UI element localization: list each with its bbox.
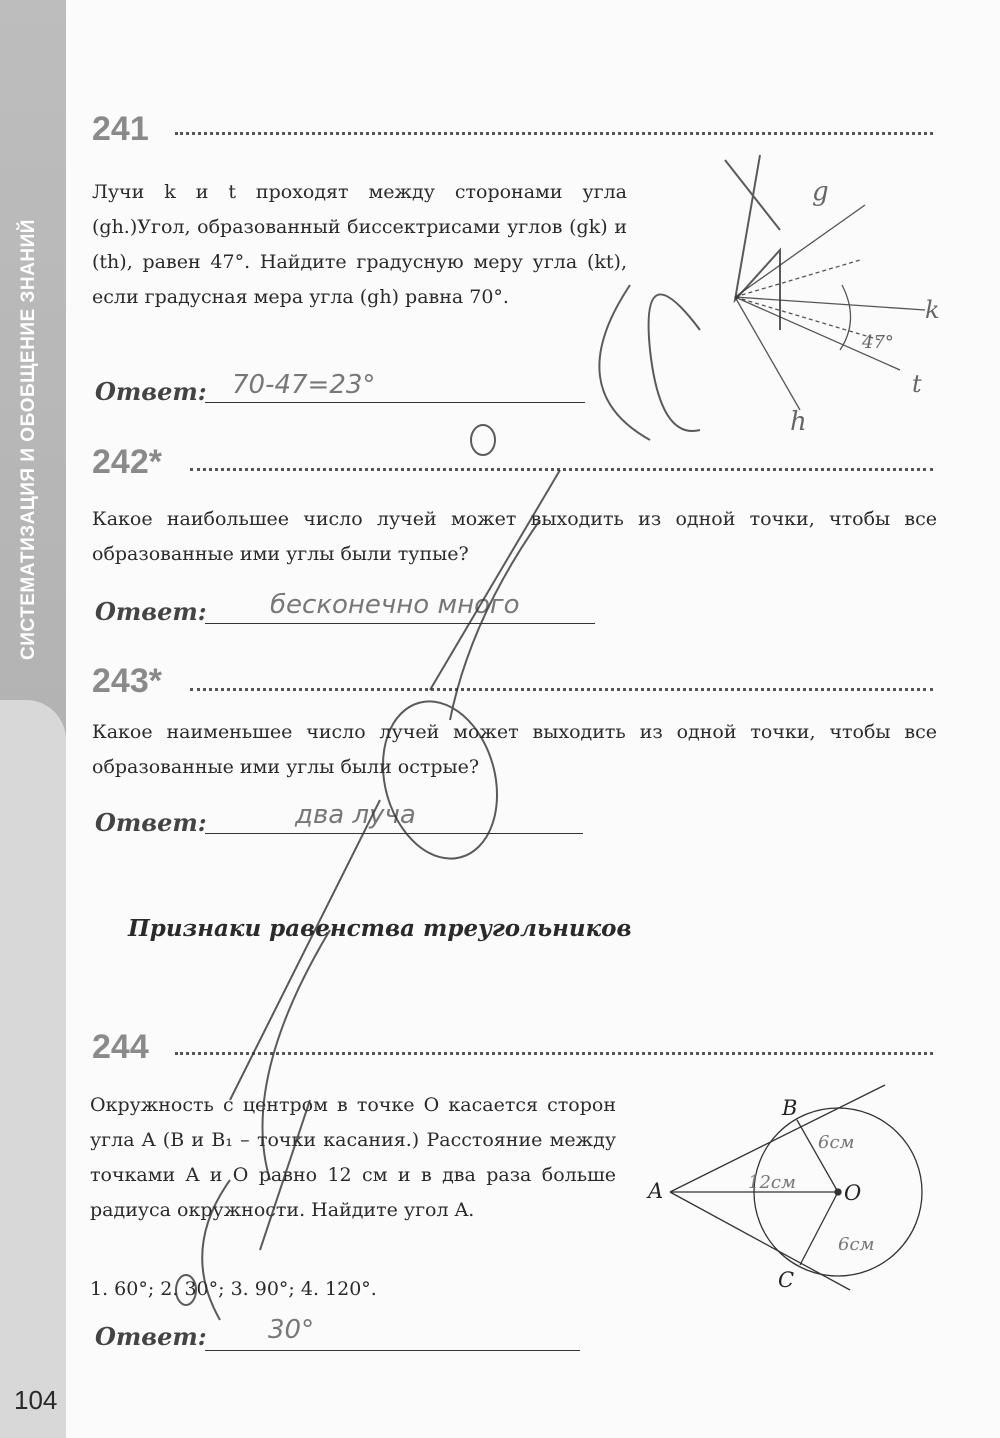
- page-number: 104: [14, 1385, 58, 1415]
- label-k: k: [925, 296, 940, 324]
- label-g: g: [812, 177, 829, 207]
- problem-text: Какое наибольшее число лучей может выходить из одной точки, чтобы все образованные ими углы были тупые?: [92, 508, 937, 565]
- handwritten-answer: два луча: [295, 800, 416, 830]
- problem-number: 243*: [92, 662, 162, 700]
- label-6cm-bottom: 6см: [838, 1234, 875, 1255]
- label-B: B: [782, 1096, 798, 1120]
- label-h: h: [790, 407, 807, 437]
- answer-label: Ответ:: [95, 377, 207, 406]
- label-t: t: [912, 370, 922, 398]
- section-heading: Признаки равенства треугольников: [128, 915, 632, 942]
- label-6cm-top: 6см: [818, 1132, 855, 1153]
- problem-number: 242*: [92, 443, 162, 481]
- problem-text: Окружность с центром в точке O касается сторон угла A (B и B₁ – точки касания.) Расстояние между точками A и O равно 12 см и в два раза больше радиуса окружности. Найдите угол A.: [90, 1094, 616, 1221]
- answer-label: Ответ:: [95, 597, 207, 626]
- label-O: O: [844, 1181, 862, 1205]
- label-C: C: [778, 1268, 795, 1292]
- label-angle: 47°: [862, 332, 894, 353]
- diagram-244: [646, 1085, 922, 1292]
- problem-text: Какое наименьшее число лучей может выходить из одной точки, чтобы все образованные ими углы были острые?: [92, 721, 937, 778]
- answer-options: 1. 60°; 2. 30°; 3. 90°; 4. 120°.: [90, 1278, 377, 1300]
- handwritten-answer: 70-47=23°: [232, 370, 376, 400]
- handwritten-answer: бесконечно много: [270, 590, 520, 620]
- diagram-241: [735, 177, 940, 437]
- problem-text: Лучи k и t проходят между сторонами угла (gh.)Угол, образованный биссектрисами углов (gk) и (th), равен 47°. Найдите градусную меру угла (kt), если градусная мера угла (gh) равна 70°.: [92, 181, 627, 308]
- answer-label: Ответ:: [95, 808, 207, 837]
- problem-number: 241: [92, 110, 149, 148]
- problem-number: 244: [92, 1028, 149, 1066]
- handwritten-scribble: [176, 155, 780, 1320]
- sidebar-title: СИСТЕМАТИЗАЦИЯ И ОБОБЩЕНИЕ ЗНАНИЙ: [18, 219, 39, 660]
- label-A: A: [648, 1179, 664, 1203]
- label-12cm: 12см: [748, 1172, 796, 1193]
- answer-label: Ответ:: [95, 1322, 207, 1351]
- handwritten-answer: 30°: [268, 1315, 315, 1345]
